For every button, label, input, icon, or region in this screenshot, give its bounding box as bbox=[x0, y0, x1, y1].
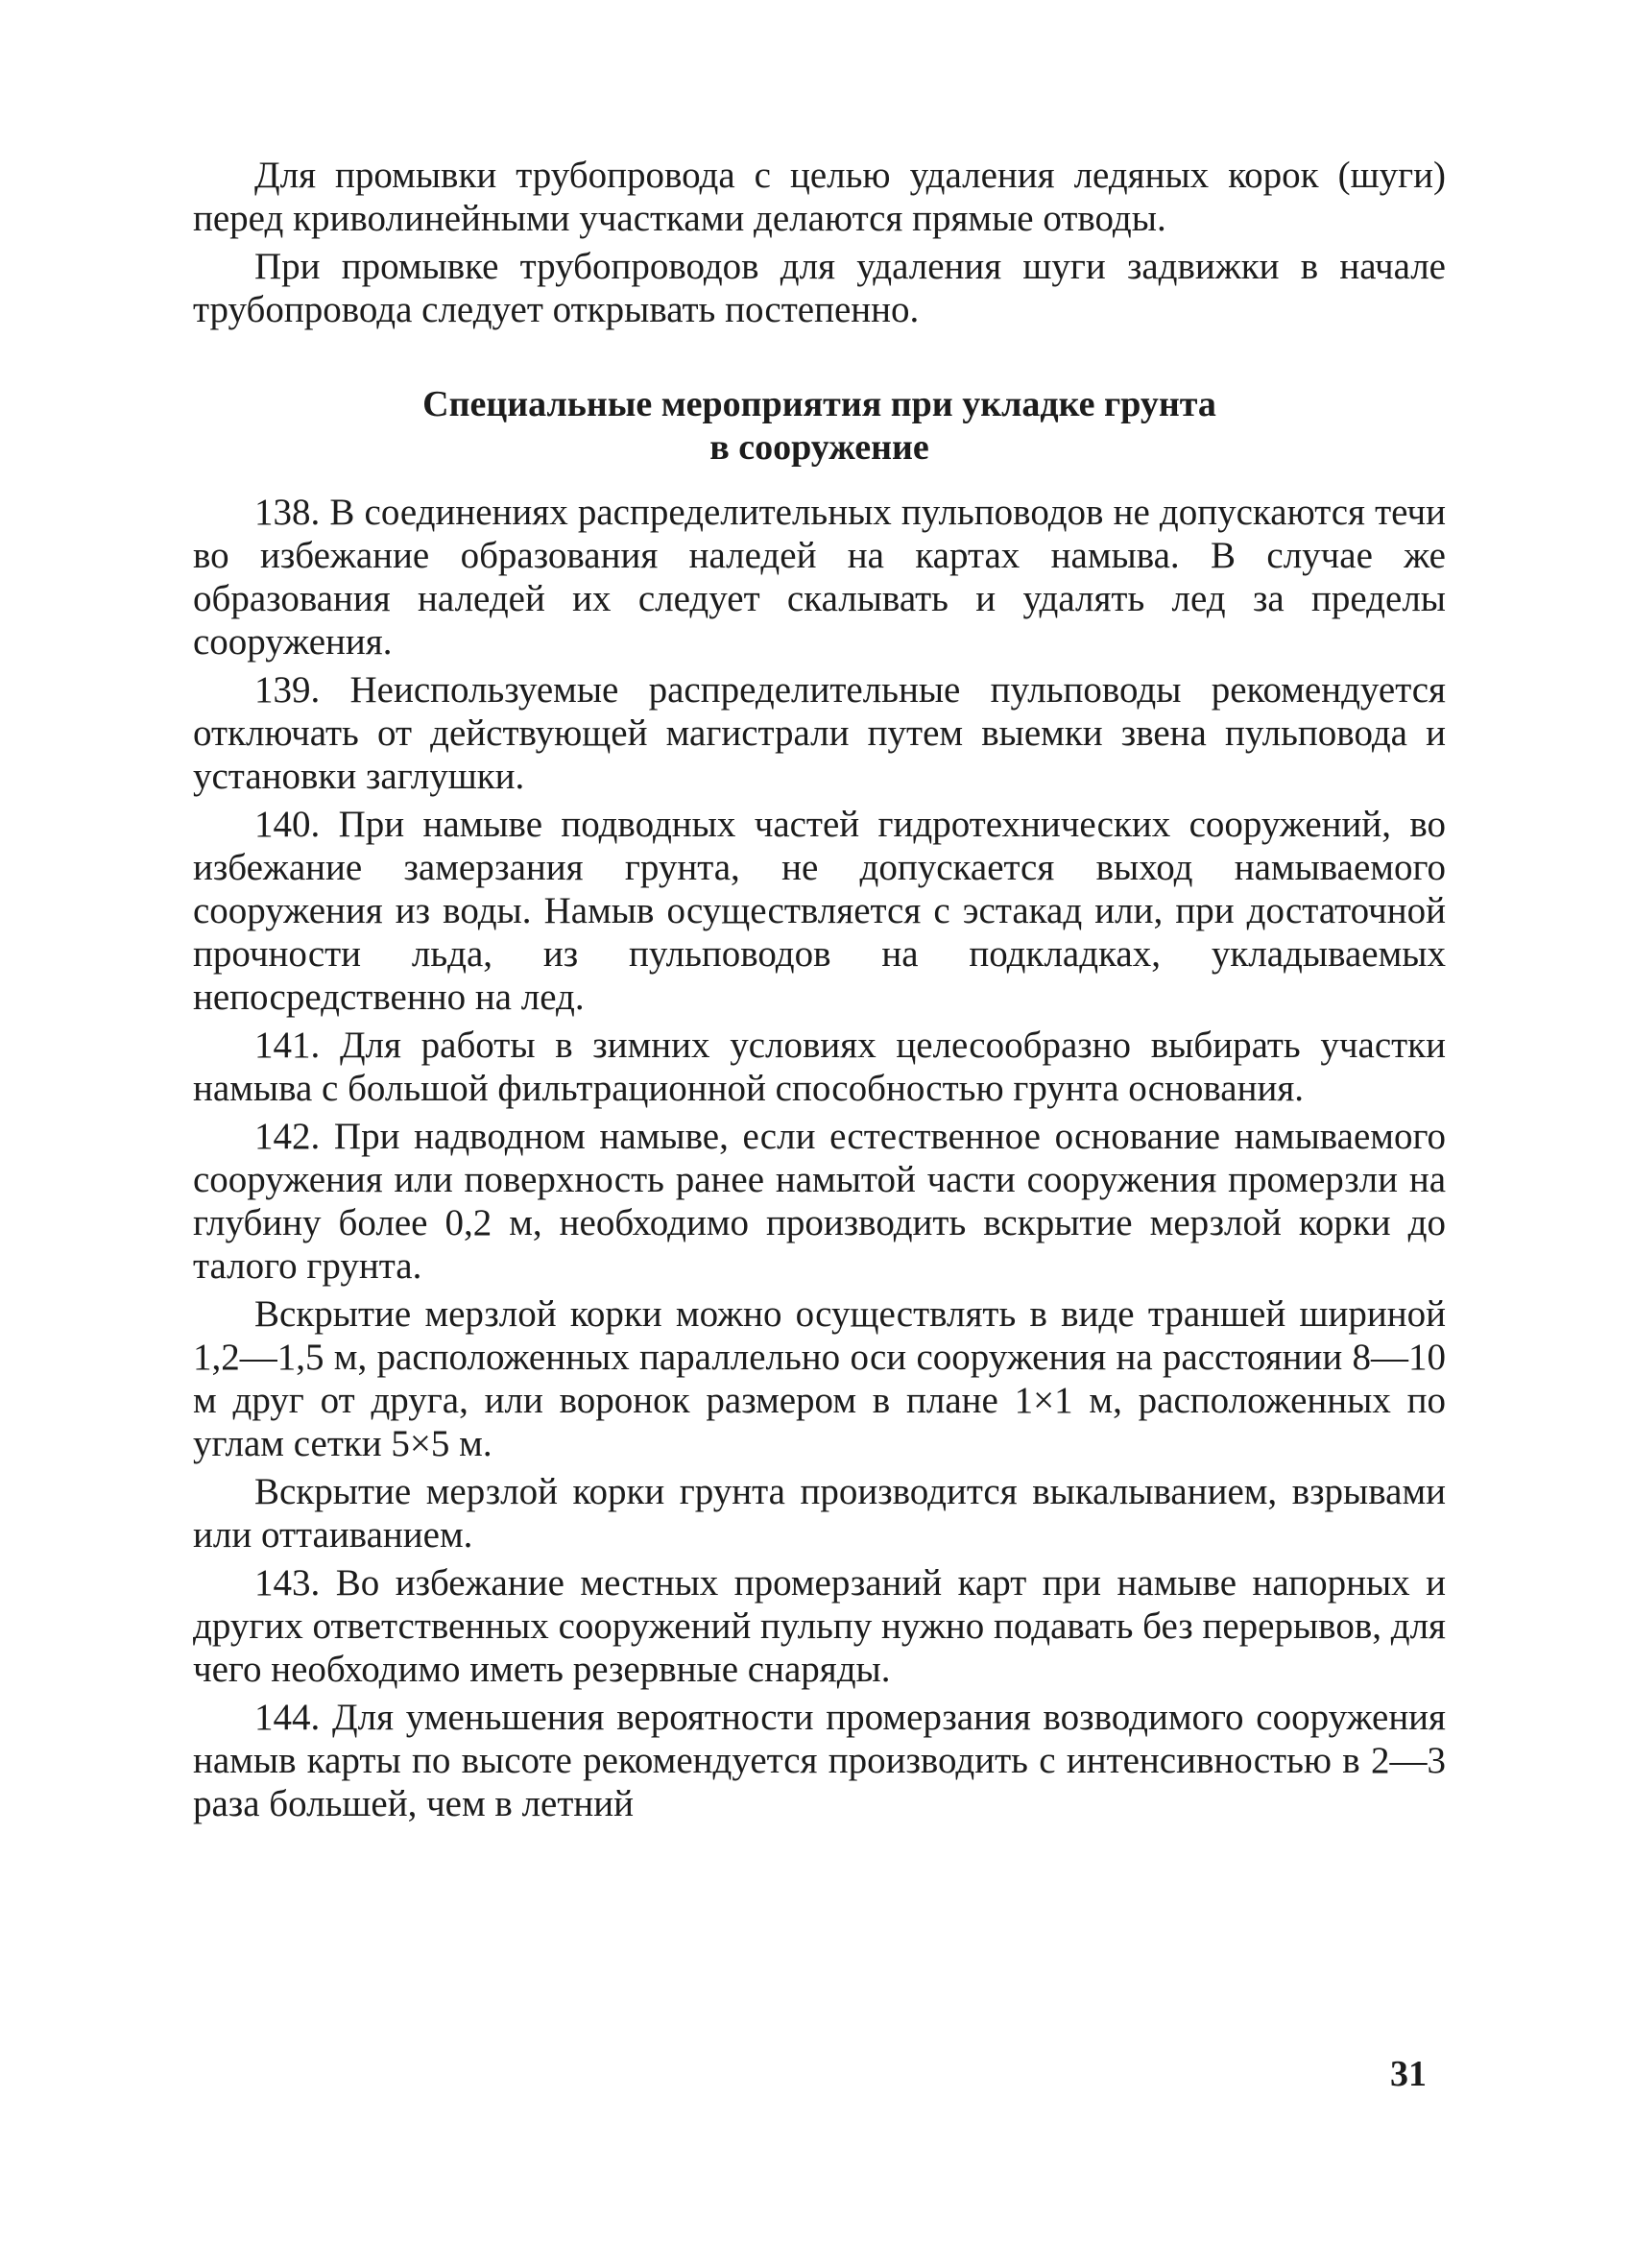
paragraph-142: 142. При надводном намыве, если естественное основание намываемого сооружения или поверхность ранее намытой части сооружения промерзли на глубину более 0,2 м, необходимо производить вскрытие мерзлой корки до талого грунта. bbox=[193, 1116, 1446, 1287]
paragraph-140: 140. При намыве подводных частей гидротехнических сооружений, во избежание замерзания грунта, не допускается выход намываемого сооружения из воды. Намыв осуществляется с эстакад или, при достаточной прочности льда, из пульповодов на подкладках, укладываемых непосредственно на лед. bbox=[193, 804, 1446, 1018]
paragraph-139: 139. Неиспользуемые распределительные пульповоды рекомендуется отключать от действующей магистрали путем выемки звена пульповода и установки заглушки. bbox=[193, 669, 1446, 797]
section-heading bbox=[193, 383, 1446, 470]
paragraph-141: 141. Для работы в зимних условиях целесообразно выбирать участки намыва с большой фильтрационной способностью грунта основания. bbox=[193, 1025, 1446, 1109]
paragraph-flushing-bends: Для промывки трубопровода с целью удаления ледяных корок (шуги) перед криволинейными участками делаются прямые отводы. bbox=[193, 155, 1446, 239]
paragraph-143: 143. Во избежание местных промерзаний карт при намыве напорных и других ответственных сооружений пульпу нужно подавать без перерывов, для чего необходимо иметь резервные снаряды. bbox=[193, 1562, 1446, 1690]
paragraph-138: 138. В соединениях распределительных пульповодов не допускаются течи во избежание образования наледей на картах намыва. В случае же образования наледей их следует скалывать и удалять лед за пределы сооружения. bbox=[193, 492, 1446, 663]
paragraph-142-trenches: Вскрытие мерзлой корки можно осуществлять в виде траншей шириной 1,2—1,5 м, расположенных параллельно оси сооружения на расстоянии 8—10 м друг от друга, или воронок размером в плане 1×1 м, расположенных по углам сетки 5×5 м. bbox=[193, 1293, 1446, 1464]
section-heading-line-1: Специальные мероприятия при укладке грунта bbox=[422, 384, 1216, 424]
page-body bbox=[193, 154, 1446, 1830]
paragraph-flushing-valves: При промывке трубопроводов для удаления шуги задвижки в начале трубопровода следует открывать постепенно. bbox=[193, 246, 1446, 330]
paragraph-142-methods: Вскрытие мерзлой корки грунта производится выкалыванием, взрывами или оттаиванием. bbox=[193, 1471, 1446, 1556]
section-heading-line-2: в сооружение bbox=[709, 427, 929, 468]
page-number: 31 bbox=[1390, 2054, 1427, 2094]
paragraph-144: 144. Для уменьшения вероятности промерзания возводимого сооружения намыв карты по высоте рекомендуется производить с интенсивностью в 2—3 раза большей, чем в летний bbox=[193, 1697, 1446, 1824]
